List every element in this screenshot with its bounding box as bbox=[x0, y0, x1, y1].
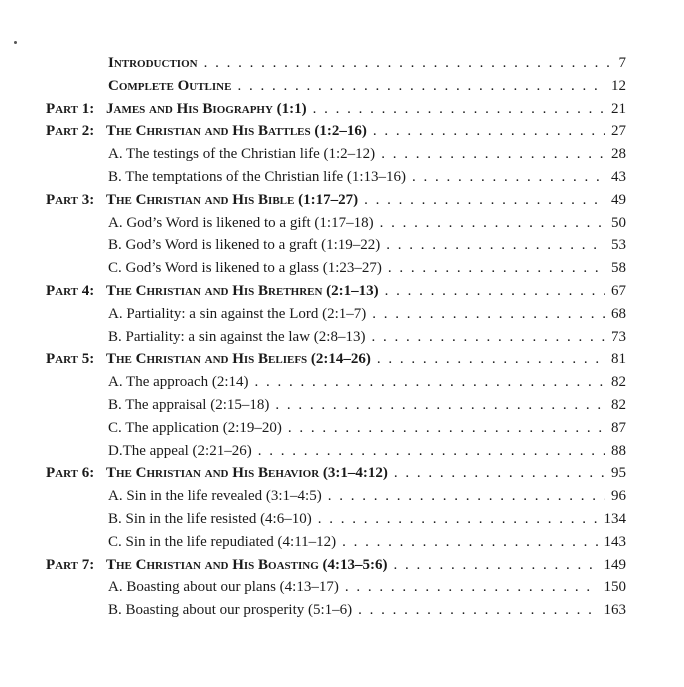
part-entry bbox=[46, 348, 626, 371]
page-number: 95 bbox=[611, 465, 626, 482]
entry-title: The Christian and His Behavior (3:1–4:12) bbox=[106, 465, 388, 482]
entry-title: The Christian and His Battles (1:2–16) bbox=[106, 123, 367, 140]
scan-speck bbox=[14, 41, 17, 44]
section-entry bbox=[46, 394, 626, 417]
section-entry bbox=[46, 576, 626, 599]
page-number: 50 bbox=[611, 214, 626, 231]
section-entry bbox=[46, 166, 626, 189]
page-number: 21 bbox=[611, 100, 626, 117]
entry-title: B. Partiality: a sin against the law (2:8–13) bbox=[108, 328, 366, 345]
page-number: 68 bbox=[611, 305, 626, 322]
entry-title: The Christian and His Bible (1:17–27) bbox=[106, 191, 359, 208]
dot-leader bbox=[258, 440, 605, 463]
dot-leader bbox=[364, 189, 605, 212]
dot-leader bbox=[377, 348, 605, 371]
dot-leader bbox=[255, 371, 605, 394]
page-number: 7 bbox=[618, 55, 626, 71]
dot-leader bbox=[373, 120, 605, 143]
dot-leader bbox=[394, 554, 598, 577]
dot-leader bbox=[358, 599, 597, 622]
entry-title: B. Boasting about our prosperity (5:1–6) bbox=[108, 602, 353, 619]
page-number: 150 bbox=[603, 579, 626, 596]
page-number: 134 bbox=[603, 510, 626, 527]
dot-leader bbox=[394, 462, 605, 485]
dot-leader bbox=[342, 531, 597, 554]
page-number: 82 bbox=[611, 396, 626, 413]
page-number: 143 bbox=[603, 533, 626, 550]
entry-title: A. Boasting about our plans (4:13–17) bbox=[108, 579, 339, 596]
page-number: 28 bbox=[611, 146, 626, 163]
section-entry bbox=[46, 485, 626, 508]
dot-leader bbox=[288, 417, 605, 440]
section-entry bbox=[46, 371, 626, 394]
entry-title: B. The temptations of the Christian life (1:13–16) bbox=[108, 168, 407, 185]
page-number: 27 bbox=[611, 123, 626, 140]
page-number: 12 bbox=[611, 77, 626, 94]
section-entry bbox=[46, 326, 626, 349]
page-number: 58 bbox=[611, 260, 626, 277]
part-entry bbox=[46, 554, 626, 577]
part-label: Part 1: bbox=[46, 100, 95, 117]
section-entry bbox=[46, 440, 626, 463]
part-entry bbox=[46, 189, 626, 212]
dot-leader bbox=[345, 576, 598, 599]
dot-leader bbox=[381, 143, 605, 166]
entry-title: A. The approach (2:14) bbox=[108, 374, 249, 391]
page-number: 163 bbox=[603, 602, 626, 619]
section-entry bbox=[46, 303, 626, 326]
page-number: 73 bbox=[611, 328, 626, 345]
section-entry bbox=[46, 599, 626, 622]
entry-title: The Christian and His Beliefs (2:14–26) bbox=[106, 351, 371, 368]
page-number: 49 bbox=[611, 191, 626, 208]
part-label: Part 4: bbox=[46, 282, 95, 299]
part-label: Part 3: bbox=[46, 191, 95, 208]
entry-title: A. The testings of the Christian life (1:2–12) bbox=[108, 146, 376, 163]
section-entry bbox=[46, 508, 626, 531]
entry-title: James and His Biography (1:1) bbox=[106, 100, 307, 117]
entry-title: Introduction bbox=[108, 55, 198, 71]
entry-title: C. God’s Word is likened to a glass (1:23–27) bbox=[108, 260, 382, 277]
section-entry bbox=[46, 212, 626, 235]
part-label: Part 2: bbox=[46, 123, 95, 140]
part-label: Part 7: bbox=[46, 556, 95, 573]
section-entry bbox=[46, 531, 626, 554]
page-number: 43 bbox=[611, 168, 626, 185]
dot-leader bbox=[371, 326, 605, 349]
page-number: 87 bbox=[611, 419, 626, 436]
entry-title: C. Sin in the life repudiated (4:11–12) bbox=[108, 533, 337, 550]
entry-title: A. Partiality: a sin against the Lord (2:1–7) bbox=[108, 305, 367, 322]
dot-leader bbox=[388, 257, 605, 280]
dot-leader bbox=[237, 75, 605, 98]
entry-title: C. The application (2:19–20) bbox=[108, 419, 282, 436]
dot-leader bbox=[412, 166, 605, 189]
dot-leader bbox=[318, 508, 598, 531]
dot-leader bbox=[380, 212, 605, 235]
section-entry bbox=[46, 143, 626, 166]
part-entry bbox=[46, 462, 626, 485]
table-of-contents bbox=[46, 52, 626, 622]
part-entry bbox=[46, 120, 626, 143]
dot-leader bbox=[328, 485, 605, 508]
entry-title: B. The appraisal (2:15–18) bbox=[108, 396, 270, 413]
section-entry bbox=[46, 417, 626, 440]
part-label: Part 6: bbox=[46, 465, 95, 482]
dot-leader bbox=[385, 280, 605, 303]
front-matter-entry bbox=[46, 75, 626, 98]
dot-leader bbox=[372, 303, 605, 326]
part-entry bbox=[46, 280, 626, 303]
dot-leader bbox=[386, 234, 605, 257]
dot-leader bbox=[275, 394, 605, 417]
entry-title: The Christian and His Brethren (2:1–13) bbox=[106, 282, 379, 299]
entry-title: The Christian and His Boasting (4:13–5:6) bbox=[106, 556, 388, 573]
front-matter-entry bbox=[46, 52, 626, 75]
page-number: 53 bbox=[611, 237, 626, 254]
page-number: 88 bbox=[611, 442, 626, 459]
page-number: 81 bbox=[611, 351, 626, 368]
entry-title: A. God’s Word is likened to a gift (1:17–18) bbox=[108, 214, 374, 231]
page-number: 96 bbox=[611, 488, 626, 505]
entry-title: B. God’s Word is likened to a graft (1:19–22) bbox=[108, 237, 381, 254]
entry-title: B. Sin in the life resisted (4:6–10) bbox=[108, 510, 312, 527]
page-number: 67 bbox=[611, 282, 626, 299]
entry-title: D.The appeal (2:21–26) bbox=[108, 442, 252, 459]
dot-leader bbox=[313, 98, 605, 121]
section-entry bbox=[46, 234, 626, 257]
part-entry bbox=[46, 98, 626, 121]
entry-title: A. Sin in the life revealed (3:1–4:5) bbox=[108, 488, 322, 505]
page-number: 82 bbox=[611, 374, 626, 391]
section-entry bbox=[46, 257, 626, 280]
entry-title: Complete Outline bbox=[108, 77, 232, 94]
page-number: 149 bbox=[603, 556, 626, 573]
dot-leader bbox=[204, 52, 613, 75]
part-label: Part 5: bbox=[46, 351, 95, 368]
